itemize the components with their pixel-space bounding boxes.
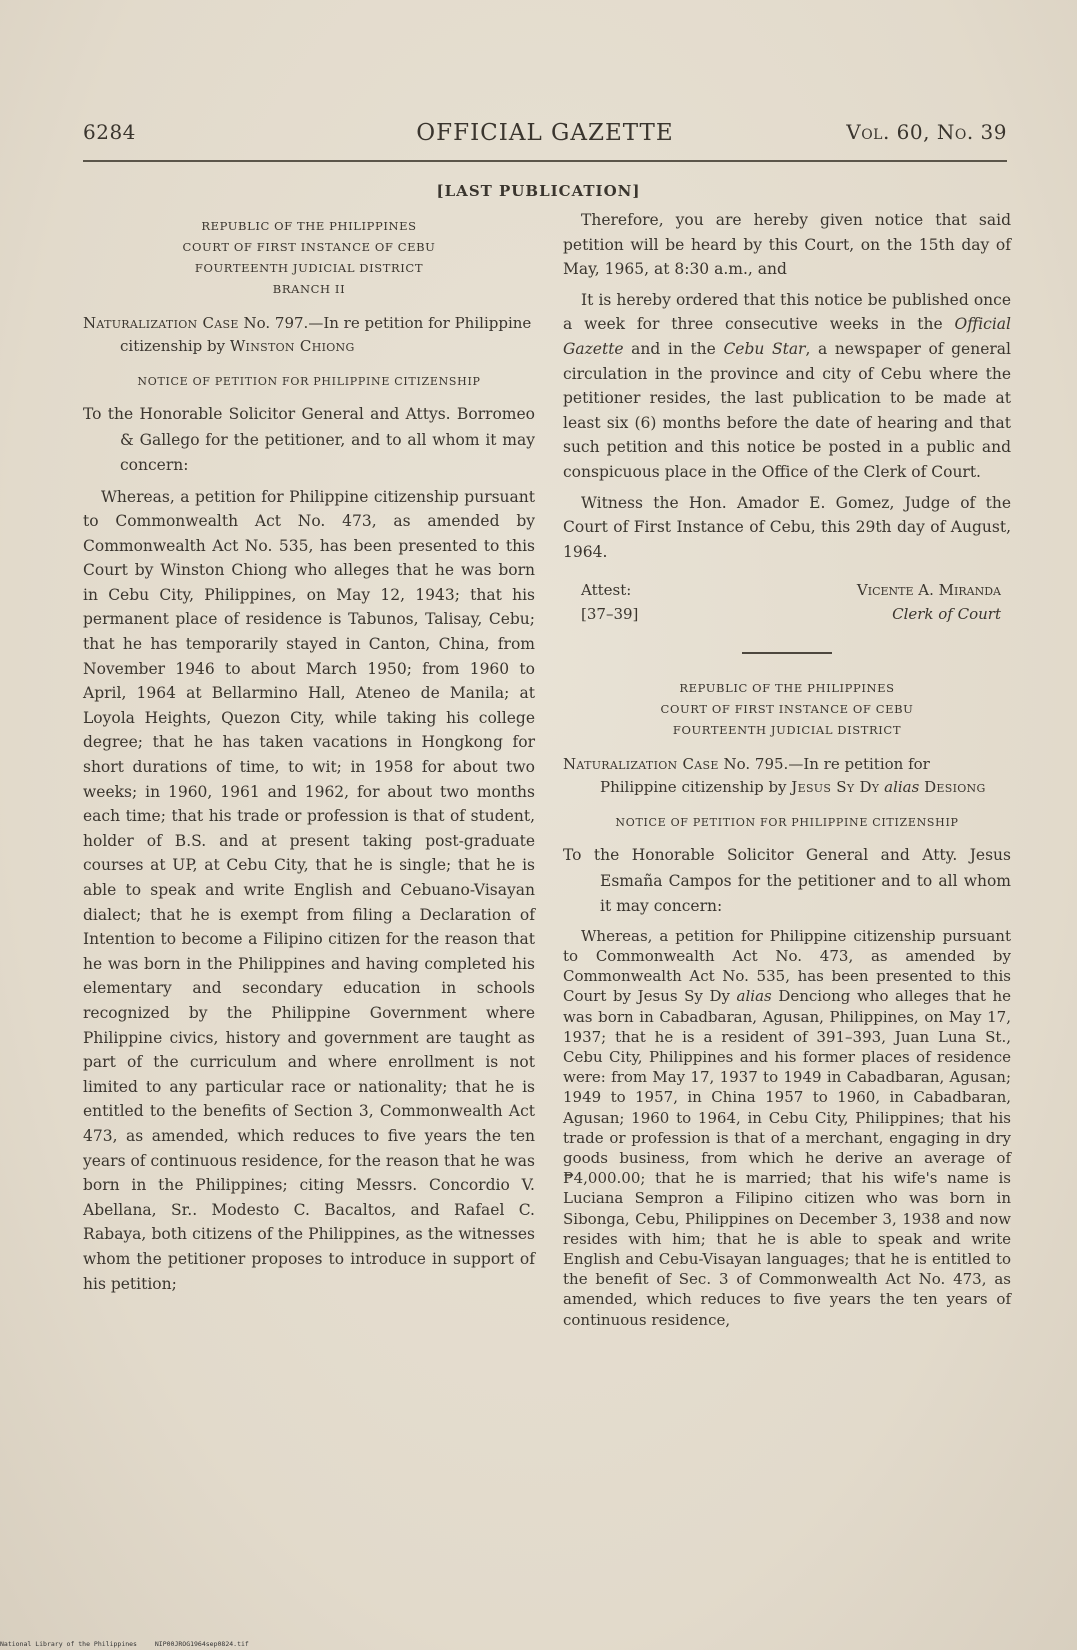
court-heading: [563, 678, 1011, 741]
court-line: FOURTEENTH JUDICIAL DISTRICT: [194, 261, 424, 275]
scan-footer: [0, 1640, 263, 1648]
court-line: REPUBLIC OF THE PHILIPPINES: [679, 681, 895, 696]
gazette-name: Official Gazette: [563, 315, 1011, 358]
case-title: [83, 312, 535, 358]
notice-heading: NOTICE OF PETITION FOR PHILIPPINE CITIZENSHIP: [615, 816, 959, 830]
alias-name: Desiong: [924, 778, 986, 797]
signatory-name: Vicente A. Miranda: [856, 581, 1001, 600]
case-label: Naturalization Case: [83, 314, 239, 332]
order-text: , a newspaper of general circulation in the province and city of Cebu where the petitioner resides, the last publication to be made at least six (6) months before the date of hearing and that such petition and this notice be posted in a public and conspicuous place in the Office of the Clerk of Court.: [563, 339, 1011, 481]
witness-clause: Witness the Hon. Amador E. Gomez, Judge of the Court of First Instance of Cebu, this 29th day of August, 1964.: [563, 493, 1011, 561]
signature-block: [857, 578, 1001, 626]
addressee: To the Honorable Solicitor General and Atty. Jesus Esmaña Campos for the petitioner and to all whom it may concern:: [563, 846, 1011, 916]
petition-body: [563, 926, 1011, 1330]
alias-word: alias: [884, 778, 920, 797]
court-line: BRANCH II: [272, 282, 346, 296]
case-description: No. 795.—In re petition for Philippine citizenship by: [600, 755, 930, 797]
issue-range: [37–39]: [581, 605, 639, 624]
court-heading: [83, 216, 535, 300]
left-column: [83, 216, 535, 1296]
case-title: [563, 753, 1011, 799]
attest-block: [581, 578, 638, 626]
publication-order: [563, 288, 1011, 485]
attest-label: Attest:: [581, 581, 632, 600]
volume-number: Vol. 60, No. 39: [846, 120, 1007, 144]
petitioner-name: Jesus Sy Dy: [791, 778, 880, 797]
case-label: Naturalization Case: [563, 755, 719, 774]
court-line: REPUBLIC OF THE PHILIPPINES: [201, 219, 417, 233]
page-number: 6284: [83, 120, 136, 144]
signatory-title: Clerk of Court: [892, 605, 1001, 624]
library-credit: National Library of the Philippines: [0, 1640, 137, 1648]
file-name: NIP00JROG1964sep0824.tif: [154, 1640, 249, 1648]
last-publication-label: [LAST PUBLICATION]: [436, 182, 641, 200]
addressee: To the Honorable Solicitor General and Attys. Borromeo & Gallego for the petitioner, and to all whom it may concern:: [83, 405, 535, 474]
header-rule: [83, 160, 1007, 162]
court-line: FOURTEENTH JUDICIAL DISTRICT: [672, 723, 902, 738]
alias-word: alias: [736, 987, 772, 1006]
petition-body: Whereas, a petition for Philippine citizenship pursuant to Commonwealth Act No. 473, as amended by Commonwealth Act No. 535, has been presented to this Court by Winston Chiong who alleges that he was born in Cebu City, Philippines, on May 12, 1943; that his permanent place of residence is Tabunos, Talisay, Cebu; that he has temporarily stayed in Canton, China, from November 1946 to about March 1950; from 1960 to April, 1964 at Bellarmino Hall, Ateneo de Manila; at Loyola Heights, Quezon City, while taking his college degree; that he has taken vacations in Hongkong for short durations of time, to wit; in 1958 for about two weeks; in 1960, 1961 and 1962, for about two months each time; that his trade or profession is that of student, holder of B.S. and at present taking post-graduate courses at UP, at Cebu City, that he is single; that he is able to speak and write English and Cebuano-Visayan dialect; that he is exempt from filing a Declaration of Intention to become a Filipino citizen for the reason that he was born in the Philippines and having completed his elementary and secondary education in schools recognized by the Philippine Government where Philippine civics, history and government are taught as part of the curriculum and where enrollment is not limited to any particular race or nationality; that he is entitled to the benefits of Section 3, Commonwealth Act 473, as amended, which reduces to five years the ten years of continuous residence, for the reason that he was born in the Philippines; citing Messrs. Concordio V. Abellana, Sr.. Modesto C. Bacaltos, and Rafael C. Rabaya, both citizens of the Philippines, as the witnesses whom the petitioner proposes to introduce in support of his petition;: [83, 487, 535, 1293]
notice-heading: NOTICE OF PETITION FOR PHILIPPINE CITIZENSHIP: [137, 375, 481, 388]
petition-text: Whereas, a petition for Philippine citizenship pursuant to Commonwealth Act No. 473, as amended by Commonwealth Act No. 535, has been presented to this Court by Jesus Sy Dy: [563, 926, 1011, 1006]
running-head: [83, 120, 1007, 160]
petitioner-name: Winston Chiong: [229, 337, 355, 355]
court-line: COURT OF FIRST INSTANCE OF CEBU: [182, 240, 436, 254]
publication-title: OFFICIAL GAZETTE: [416, 120, 674, 146]
hearing-notice: Therefore, you are hereby given notice that said petition will be heard by this Court, on the 15th day of May, 1965, at 8:30 a.m., and: [563, 211, 1011, 279]
case-description: No. 797.—In re petition for Philippine citizenship by: [120, 314, 532, 355]
section-divider: [742, 652, 832, 654]
petition-text: Denciong who alleges that he was born in Cabadbaran, Agusan, Philippines, on May 17, 1937; that he is a resident of 391–393, Juan Luna St., Cebu City, Philippines and his former places of residence were: from May 17, 1937 to 1949 in Cabadbaran, Agusan; 1949 to 1957, in China 1957 to 1960, in Cabadbaran, Agusan; 1960 to 1964, in Cebu City, Philippines; that his trade or profession is that of a merchant, engaging in dry goods business, from which he derive an average of ₱4,000.00; that he is married; that his wife's name is Luciana Sempron a Filipino citizen who was born in Sibonga, Cebu, Philippines on December 3, 1938 and now resides with him; that he is able to speak and write English and Cebu-Visayan languages; that he is entitled to the benefit of Sec. 3 of Commonwealth Act No. 473, as amended, which reduces to five years the ten years of continuous residence,: [563, 987, 1012, 1329]
order-text: It is hereby ordered that this notice be published once a week for three consecutive weeks in the: [563, 290, 1011, 334]
newspaper-name: Cebu Star: [723, 339, 806, 358]
attestation: [563, 578, 1011, 626]
court-line: COURT OF FIRST INSTANCE OF CEBU: [660, 702, 914, 717]
order-text: and in the: [623, 339, 724, 358]
right-column: [563, 211, 1012, 1330]
